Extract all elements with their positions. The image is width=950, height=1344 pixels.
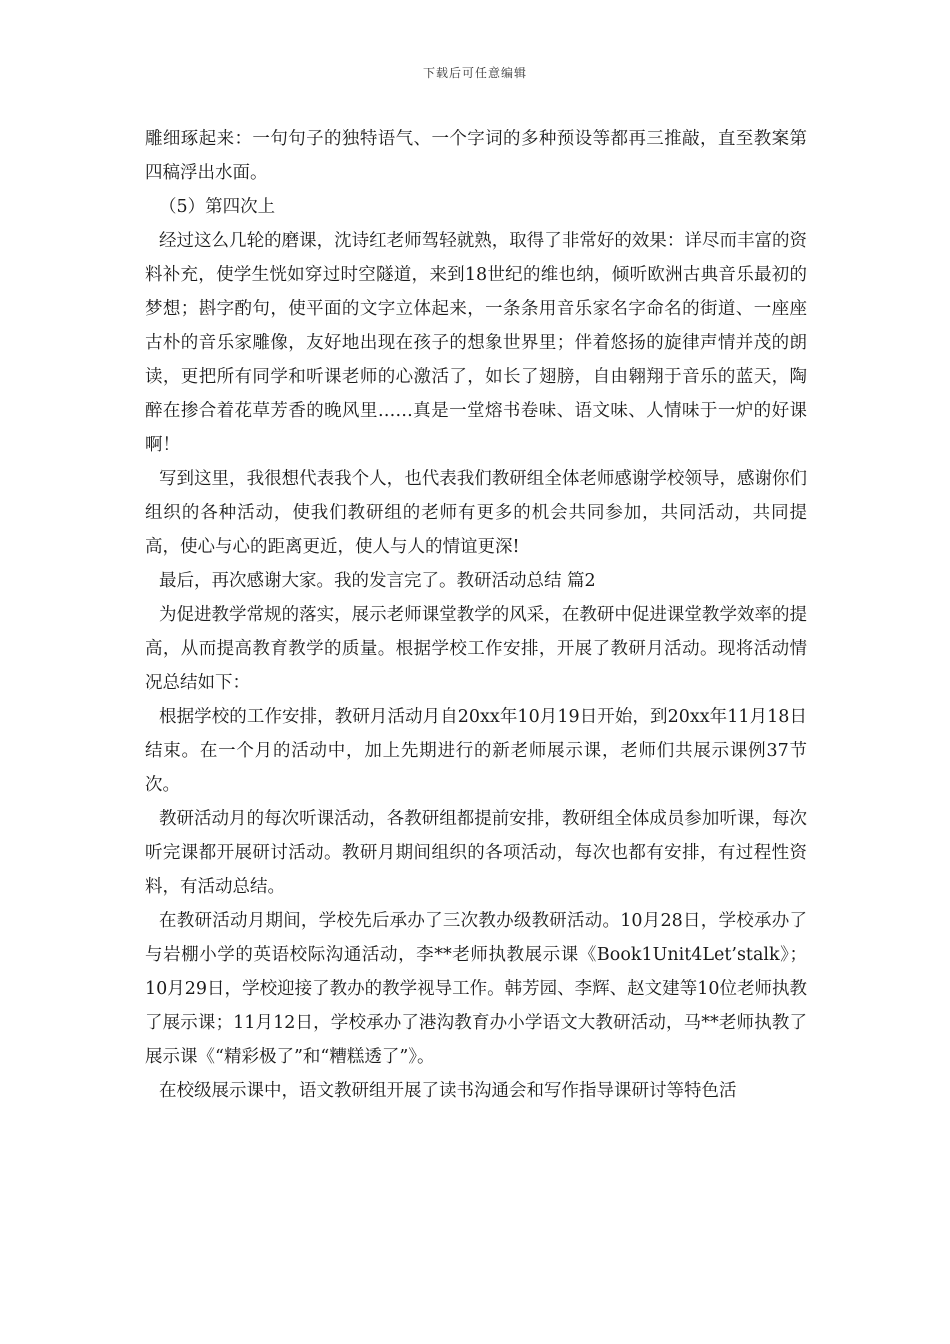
- paragraph-hosted-events: 在教研活动月期间，学校先后承办了三次教办级教研活动。10月28日，学校承办了与岩棚小学的英语校际沟通活动，李**老师执教展示课《Book1Unit4Let’stalk》；10月29日，学校迎接了教办的教学视导工作。韩芳园、李辉、赵文建等10位老师执教了展示课；11月12日，学校承办了港沟教育办小学语文大教研活动，马**老师执教了展示课《“精彩极了”和“糟糕透了”》。: [145, 911, 807, 1067]
- paragraph-purpose: 为促进教学常规的落实，展示老师课堂教学的风采，在教研中促进课堂教学效率的提高，从而提高教育教学的质量。根据学校工作安排，开展了教研月活动。现将活动情况总结如下：: [145, 605, 807, 693]
- paragraph-thanks: 写到这里，我很想代表我个人，也代表我们教研组全体老师感谢学校领导，感谢你们组织的各种活动，使我们教研组的老师有更多的机会共同参加，共同活动，共同提高，使心与心的距离更近，使人与人的情谊更深!: [145, 469, 807, 557]
- document-body: [145, 122, 807, 1108]
- section-heading-fourth-lesson: （5）第四次上: [159, 197, 276, 217]
- paragraph-listening-activities: 教研活动月的每次听课活动，各教研组都提前安排，教研组全体成员参加听课，每次听完课都开展研讨活动。教研月期间组织的各项活动，每次也都有安排，有过程性资料，有活动总结。: [145, 809, 807, 897]
- paragraph-fourth-lesson-effect: 经过这么几轮的磨课，沈诗红老师驾轻就熟，取得了非常好的效果：详尽而丰富的资料补充，使学生恍如穿过时空隧道，来到18世纪的维也纳，倾听欧洲古典音乐最初的梦想；斟字酌句，使平面的文字立体起来，一条条用音乐家名字命名的街道、一座座古朴的音乐家雕像，友好地出现在孩子的想象世界里；伴着悠扬的旋律声情并茂的朗读，更把所有同学和听课老师的心激活了，如长了翅膀，自由翱翔于音乐的蓝天，陶醉在掺合着花草芳香的晚风里……真是一堂熔书卷味、语文味、人情味于一炉的好课啊！: [145, 231, 807, 455]
- paragraph-school-demos: 在校级展示课中，语文教研组开展了读书沟通会和写作指导课研讨等特色活: [159, 1081, 737, 1101]
- paragraph-closing-and-part2-title: 最后，再次感谢大家。我的发言完了。教研活动总结 篇2: [159, 571, 596, 591]
- paragraph-continuation: 雕细琢起来：一句句子的独特语气、一个字词的多种预设等都再三推敲，直至教案第四稿浮出水面。: [145, 129, 807, 183]
- page-header: 下载后可任意编辑: [422, 66, 527, 80]
- paragraph-schedule: 根据学校的工作安排，教研月活动月自20xx年10月19日开始，到20xx年11月18日结束。在一个月的活动中，加上先期进行的新老师展示课，老师们共展示课例37节次。: [145, 707, 807, 795]
